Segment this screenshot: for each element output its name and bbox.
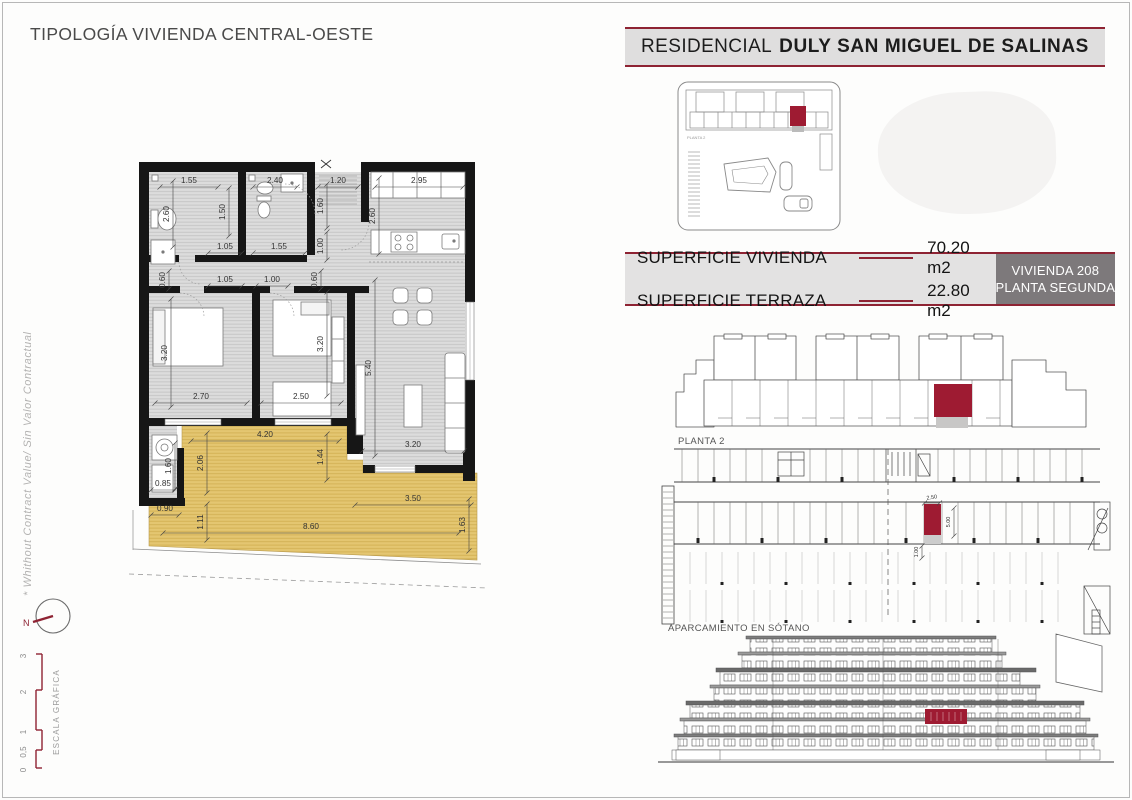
site-outline <box>678 82 840 230</box>
surface-label: SUPERFICIE TERRAZA <box>637 290 827 310</box>
dimension-label: 1.60 <box>164 458 173 474</box>
highlighted-unit-planta2 <box>934 384 972 417</box>
parking-stairs-icon <box>662 486 674 624</box>
planta2-building <box>676 334 1086 427</box>
bath2-vent <box>249 175 255 181</box>
parking-label: APARCAMIENTO EN SÓTANO <box>668 623 810 634</box>
stove-icon <box>391 232 417 252</box>
highlighted-parking-stall <box>924 504 941 535</box>
parking-columns <box>697 477 1084 543</box>
dimension-label: 3.20 <box>316 336 325 352</box>
dimension-label: 2.06 <box>196 455 205 471</box>
leader-line <box>859 257 913 259</box>
planta2-drawing <box>666 332 1112 450</box>
area-summary <box>625 237 1116 320</box>
dimension-label: 1.11 <box>196 514 205 530</box>
dimension-label: 2.40 <box>267 176 283 185</box>
unit-number: VIVIENDA 208 <box>1011 263 1100 278</box>
surface-label: SUPERFICIE VIVIENDA <box>637 247 827 267</box>
unit-panel <box>996 252 1116 306</box>
surface-value: 70.20 m2 <box>927 237 970 277</box>
scale-bar-steps <box>36 654 42 768</box>
leader-line <box>859 300 913 302</box>
site-plan-label: PLANTA 2 <box>687 135 706 140</box>
coffee-table <box>404 385 422 427</box>
scale-tick: 0,5 <box>19 746 28 758</box>
floorplan-drawing <box>125 150 505 595</box>
dimension-label: 1.05 <box>217 242 233 251</box>
elevation-side-wall <box>1056 634 1102 692</box>
wardrobe <box>332 317 344 383</box>
dining-chair <box>417 288 432 303</box>
dimension-label: 4.20 <box>257 430 273 439</box>
scale-tick: 2 <box>19 689 28 695</box>
dimension-label: 1.00 <box>264 275 280 284</box>
dimension-label: 0.60 <box>158 272 167 288</box>
site-plan-drawing <box>672 78 852 238</box>
unit-terrace-planta2 <box>936 417 968 428</box>
planta2-label: PLANTA 2 <box>678 436 725 447</box>
dimension-label: 0.90 <box>157 504 173 513</box>
unit-floor: PLANTA SEGUNDA <box>995 280 1116 295</box>
dining-chair <box>393 288 408 303</box>
parking-structure <box>674 449 1100 544</box>
bath1-vent <box>152 175 158 181</box>
dimension-label: 0.60 <box>310 272 319 288</box>
wc-icon <box>258 202 270 218</box>
parking-stall-lines-mid <box>698 502 1070 544</box>
location-map-placeholder <box>876 89 1058 217</box>
dimension-label: 0.85 <box>155 479 171 488</box>
compass-north-label: N <box>23 618 30 628</box>
dimension-label: 2.50 <box>926 494 938 502</box>
scale-bar-label: ESCALA GRÁFICA <box>52 669 61 755</box>
dimension-label: 1.00 <box>914 546 920 558</box>
dimension-label: 1.60 <box>316 198 325 214</box>
dimension-label: 1.63 <box>458 517 467 533</box>
banner-project-name: DULY SAN MIGUEL DE SALINAS <box>779 36 1089 57</box>
dimension-label: 1.55 <box>181 176 197 185</box>
wc-tank <box>257 196 271 201</box>
dimension-label: 3.20 <box>160 345 169 361</box>
surface-row <box>637 281 984 321</box>
toilet-tank <box>151 210 158 228</box>
disclaimer-note: * Whithout Contract Value/ Sin Valor Contractual <box>22 331 34 596</box>
dimension-label: 8.60 <box>303 522 319 531</box>
dimension-label: 1.50 <box>218 204 227 220</box>
parking-drawing <box>660 446 1112 642</box>
project-banner <box>625 27 1105 67</box>
dimension-label: 5.40 <box>364 360 373 376</box>
compass-icon <box>20 586 80 646</box>
dimension-label: 2.50 <box>293 392 309 401</box>
dimension-label: 1.44 <box>316 449 325 465</box>
scale-tick: 3 <box>19 653 28 659</box>
dining-chair <box>393 310 408 325</box>
dimension-label: 3.50 <box>405 494 421 503</box>
scale-bar <box>12 642 72 787</box>
unit-terrace-marker <box>792 126 804 132</box>
car-icon <box>784 196 812 211</box>
surface-row <box>637 238 984 278</box>
banner-prefix: RESIDENCIAL <box>641 36 773 57</box>
surface-value: 22.80 m2 <box>927 280 970 320</box>
dimension-label: 5.00 <box>946 516 952 528</box>
highlighted-unit-marker <box>790 106 806 126</box>
dimension-label: 1.05 <box>217 275 233 284</box>
parking-stall-lines-top <box>682 449 1082 482</box>
dimension-label: 2.95 <box>411 176 427 185</box>
elevation-drawing <box>658 632 1114 772</box>
parking-cores <box>778 449 930 482</box>
dimension-label: 2.60 <box>162 206 171 222</box>
parking-right-structures <box>1084 502 1110 634</box>
dimension-label: 2.60 <box>368 208 377 224</box>
dining-chair <box>417 310 432 325</box>
elevation-building <box>672 636 1100 760</box>
kitchen-sink-icon <box>442 234 459 249</box>
scale-tick: 0 <box>19 767 28 773</box>
dimension-label: 1.00 <box>316 238 325 254</box>
parking-lower-rows <box>690 552 1058 622</box>
page-title: TIPOLOGÍA VIVIENDA CENTRAL-OESTE <box>30 24 374 44</box>
dimension-label: 3.20 <box>405 440 421 449</box>
dimension-label: 1.20 <box>330 176 346 185</box>
dimension-label: 1.55 <box>271 242 287 251</box>
dimension-label: 2.70 <box>193 392 209 401</box>
surface-panel <box>625 237 996 320</box>
scale-tick: 1 <box>19 729 28 735</box>
parking-stall-buffer <box>924 535 941 544</box>
pool-icons <box>724 158 792 192</box>
